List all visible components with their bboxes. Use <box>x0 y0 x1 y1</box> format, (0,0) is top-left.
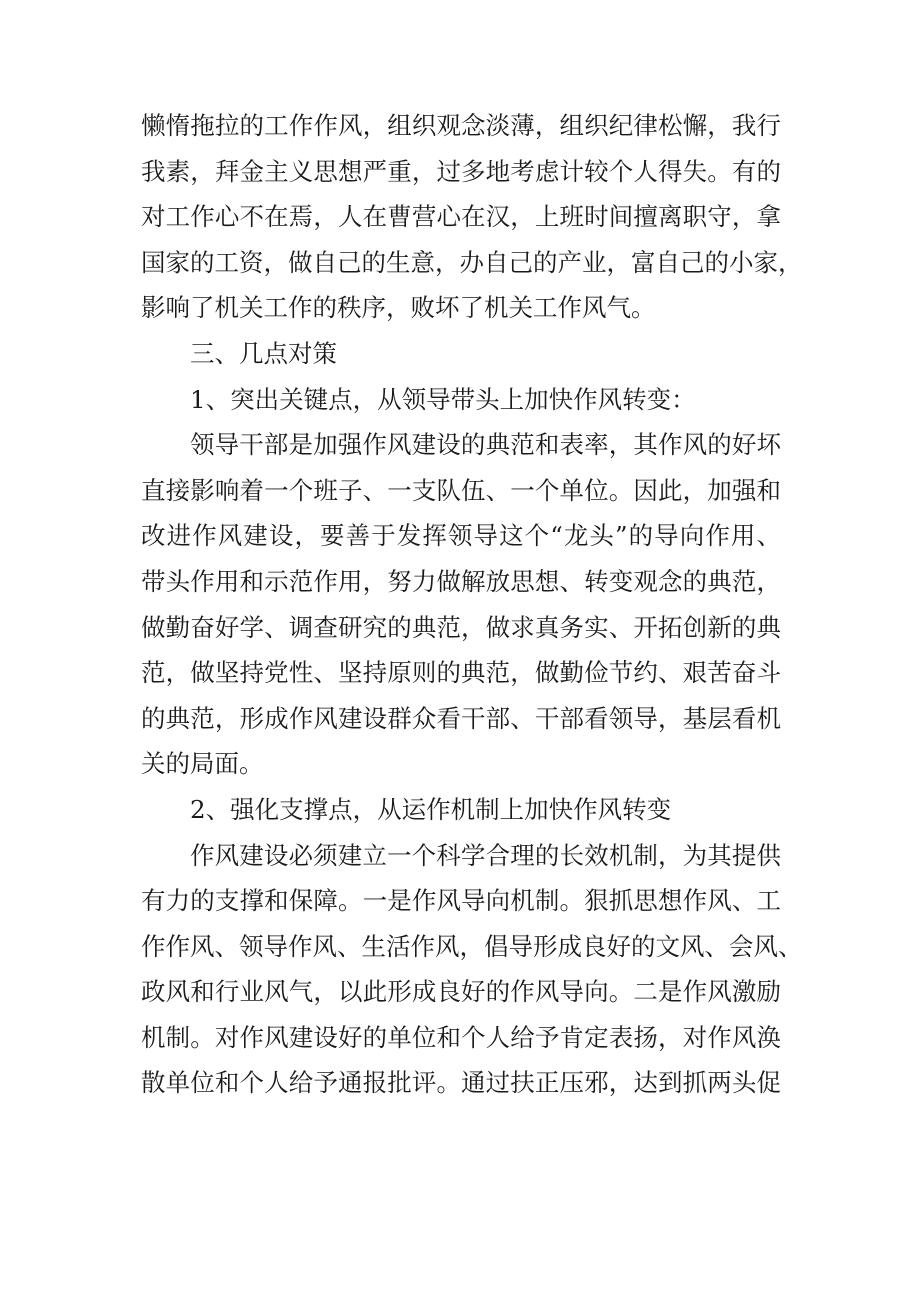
document-body <box>141 103 803 1106</box>
text-line: 作风建设必须建立一个科学合理的长效机制，为其提供 <box>190 840 781 870</box>
text-line: 机制。对作风建设好的单位和个人给予肯定表扬，对作风涣 <box>141 1022 781 1052</box>
text-line: 国家的工资，做自己的生意，办自己的产业，富自己的小家， <box>141 247 803 277</box>
text-line: 有力的支撑和保障。一是作风导向机制。狠抓思想作风、工 <box>141 886 781 916</box>
text-line: 关的局面。 <box>141 749 264 779</box>
text-line: 我素，拜金主义思想严重，过多地考虑计较个人得失。有的 <box>141 156 781 186</box>
text-line: 懒惰拖拉的工作作风，组织观念淡薄，组织纪律松懈，我行 <box>141 111 781 140</box>
text-line: 作作风、领导作风、生活作风，倡导形成良好的文风、会风、 <box>141 931 803 961</box>
text-line: 的典范，形成作风建设群众看干部、干部看领导，基层看机 <box>141 703 781 733</box>
subsection-heading: 1、突出关键点，从领导带头上加快作风转变： <box>190 384 696 414</box>
text-line: 范，做坚持党性、坚持原则的典范，做勤俭节约、艰苦奋斗 <box>141 658 781 688</box>
text-line: 对工作心不在焉，人在曹营心在汉，上班时间擅离职守，拿 <box>141 202 781 232</box>
section-heading: 三、几点对策 <box>190 338 337 368</box>
text-line: 散单位和个人给予通报批评。通过扶正压邪，达到抓两头促 <box>141 1068 781 1098</box>
text-line: 领导干部是加强作风建设的典范和表率，其作风的好坏 <box>190 430 781 460</box>
text-line: 政风和行业风气，以此形成良好的作风导向。二是作风激励 <box>141 977 781 1007</box>
subsection-heading: 2、强化支撑点，从运作机制上加快作风转变 <box>190 794 672 824</box>
text-line: 做勤奋好学、调查研究的典范，做求真务实、开拓创新的典 <box>141 612 781 642</box>
text-line: 带头作用和示范作用，努力做解放思想、转变观念的典范， <box>141 566 781 596</box>
text-line: 影响了机关工作的秩序，败坏了机关工作风气。 <box>141 293 656 323</box>
text-line: 改进作风建设，要善于发挥领导这个“龙头”的导向作用、 <box>141 521 781 551</box>
text-line: 直接影响着一个班子、一支队伍、一个单位。因此，加强和 <box>141 475 781 505</box>
